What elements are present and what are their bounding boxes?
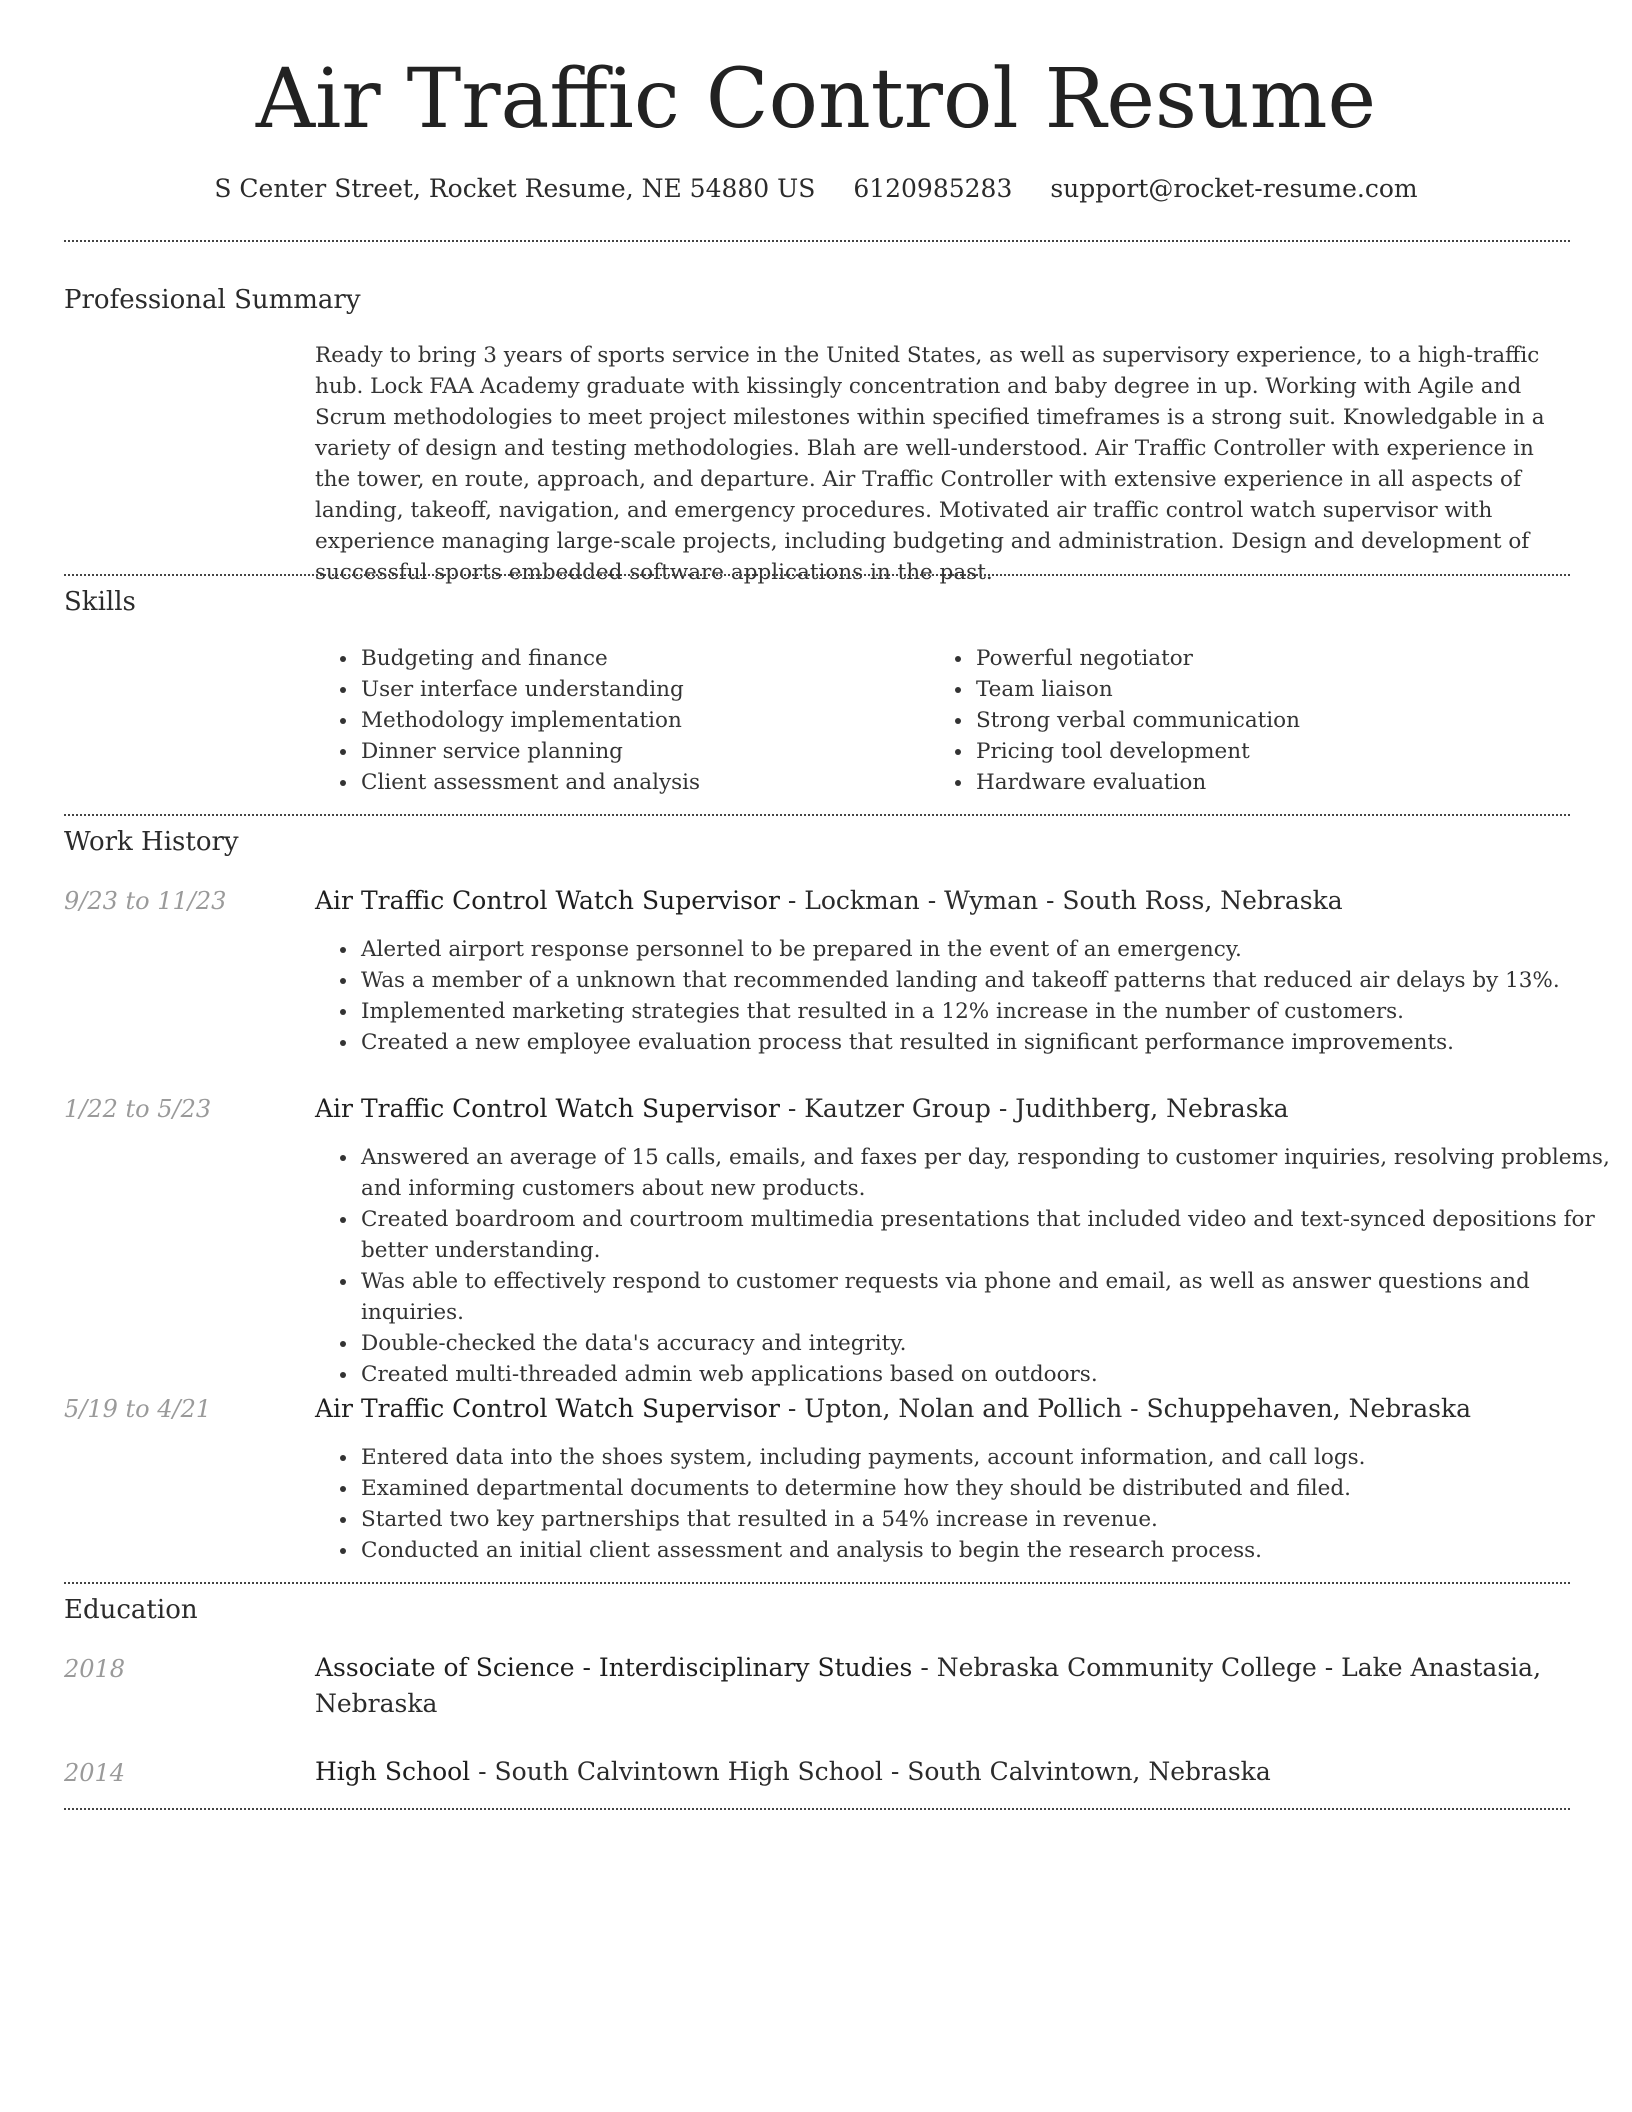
job-title bbox=[315, 1391, 1570, 1427]
job-details: - Kautzer Group - Judithberg, Nebraska bbox=[779, 1094, 1289, 1123]
resume-title: Air Traffic Control Resume bbox=[255, 52, 1377, 147]
job-bullet: • Entered data into the shoes system, including payments, account information, and call logs. bbox=[359, 1442, 1619, 1473]
job-title bbox=[315, 1091, 1570, 1127]
job-bullet: • Alerted airport response personnel to be prepared in the event of an emergency. bbox=[359, 934, 1619, 965]
skill-item: • Team liaison bbox=[974, 674, 1574, 705]
job-details: - Upton, Nolan and Pollich - Schuppehaven, Nebraska bbox=[779, 1394, 1471, 1423]
job-bullets bbox=[315, 934, 1619, 1058]
divider bbox=[64, 240, 1570, 242]
job-date: 9/23 to 11/23 bbox=[64, 887, 227, 915]
job-bullet: • Examined departmental documents to determine how they should be distributed and filed. bbox=[359, 1473, 1619, 1504]
education-year: 2014 bbox=[64, 1759, 126, 1787]
job-role: Air Traffic Control Watch Supervisor bbox=[315, 1094, 780, 1123]
education-entry bbox=[315, 1650, 1570, 1722]
skill-item: • Hardware evaluation bbox=[974, 767, 1574, 798]
education-details: - South Calvintown High School - South Calvintown, Nebraska bbox=[470, 1757, 1271, 1786]
job-details: - Lockman - Wyman - South Ross, Nebraska bbox=[779, 886, 1343, 915]
job-bullet: • Double-checked the data's accuracy and integrity. bbox=[359, 1328, 1619, 1359]
section-title-skills: Skills bbox=[64, 587, 136, 617]
section-title-work: Work History bbox=[64, 827, 239, 857]
job-role: Air Traffic Control Watch Supervisor bbox=[315, 886, 780, 915]
skill-item: • Pricing tool development bbox=[974, 736, 1574, 767]
divider bbox=[64, 574, 1570, 576]
job-bullet: • Conducted an initial client assessment and analysis to begin the research process. bbox=[359, 1535, 1619, 1566]
divider bbox=[64, 814, 1570, 816]
job-date: 5/19 to 4/21 bbox=[64, 1395, 212, 1423]
job-bullet: • Created a new employee evaluation process that resulted in significant performance improvements. bbox=[359, 1027, 1619, 1058]
divider bbox=[64, 1808, 1570, 1810]
contact-phone: 6120985283 bbox=[853, 174, 1013, 203]
contact-email[interactable]: support@rocket-resume.com bbox=[1050, 174, 1418, 203]
education-entry bbox=[315, 1754, 1570, 1790]
education-year: 2018 bbox=[64, 1655, 126, 1683]
job-title bbox=[315, 883, 1570, 919]
job-bullet: • Implemented marketing strategies that resulted in a 12% increase in the number of customers. bbox=[359, 996, 1619, 1027]
job-bullets bbox=[315, 1142, 1619, 1390]
education-degree: High School bbox=[315, 1757, 471, 1786]
job-bullet: • Was a member of a unknown that recommended landing and takeoff patterns that reduced air delays by 13%. bbox=[359, 965, 1619, 996]
job-bullet: • Answered an average of 15 calls, emails, and faxes per day, responding to customer inquiries, resolving problems, and informing customers about new products. bbox=[359, 1142, 1619, 1204]
job-date: 1/22 to 5/23 bbox=[64, 1095, 212, 1123]
job-role: Air Traffic Control Watch Supervisor bbox=[315, 1394, 780, 1423]
section-title-summary: Professional Summary bbox=[64, 285, 361, 315]
job-bullet: • Created multi-threaded admin web applications based on outdoors. bbox=[359, 1359, 1619, 1390]
job-bullet: • Created boardroom and courtroom multimedia presentations that included video and text-synced depositions for better understanding. bbox=[359, 1204, 1619, 1266]
skill-item: • Dinner service planning bbox=[359, 736, 919, 767]
job-bullets bbox=[315, 1442, 1619, 1566]
skill-item: • User interface understanding bbox=[359, 674, 919, 705]
education-degree: Associate of Science - Interdisciplinary Studies bbox=[315, 1653, 913, 1682]
divider bbox=[64, 1582, 1570, 1584]
job-bullet: • Was able to effectively respond to customer requests via phone and email, as well as answer questions and inquiries. bbox=[359, 1266, 1619, 1328]
skills-list-right bbox=[930, 643, 1574, 798]
summary-text: Ready to bring 3 years of sports service in the United States, as well as supervisory experience, to a high-traffic hub. Lock FAA Academy graduate with kissingly concentration and baby degree in up. Working with Agile and Scrum methodologies to meet project milestones within specified timeframes is a strong suit. Knowledgable in a variety of design and testing methodologies. Blah are well-understood. Air Traffic Controller with experience in the tower, en route, approach, and departure. Air Traffic Controller with extensive experience in all aspects of landing, takeoff, navigation, and emergency procedures. Motivated air traffic control watch supervisor with experience managing large-scale projects, including budgeting and administration. Design and development of successful sports embedded software applications in the past. bbox=[315, 343, 1545, 585]
education-details: - Nebraska Community College - Lake Anastasia, Nebraska bbox=[315, 1653, 1542, 1718]
skill-item: • Client assessment and analysis bbox=[359, 767, 919, 798]
skill-item: • Strong verbal communication bbox=[974, 705, 1574, 736]
section-title-education: Education bbox=[64, 1595, 198, 1625]
job-bullet: • Started two key partnerships that resulted in a 54% increase in revenue. bbox=[359, 1504, 1619, 1535]
skill-item: • Budgeting and finance bbox=[359, 643, 919, 674]
skills-list-left bbox=[315, 643, 919, 798]
skill-item: • Methodology implementation bbox=[359, 705, 919, 736]
contact-address: S Center Street, Rocket Resume, NE 54880 US bbox=[214, 174, 816, 203]
contact-line bbox=[0, 172, 1632, 206]
skill-item: • Powerful negotiator bbox=[974, 643, 1574, 674]
